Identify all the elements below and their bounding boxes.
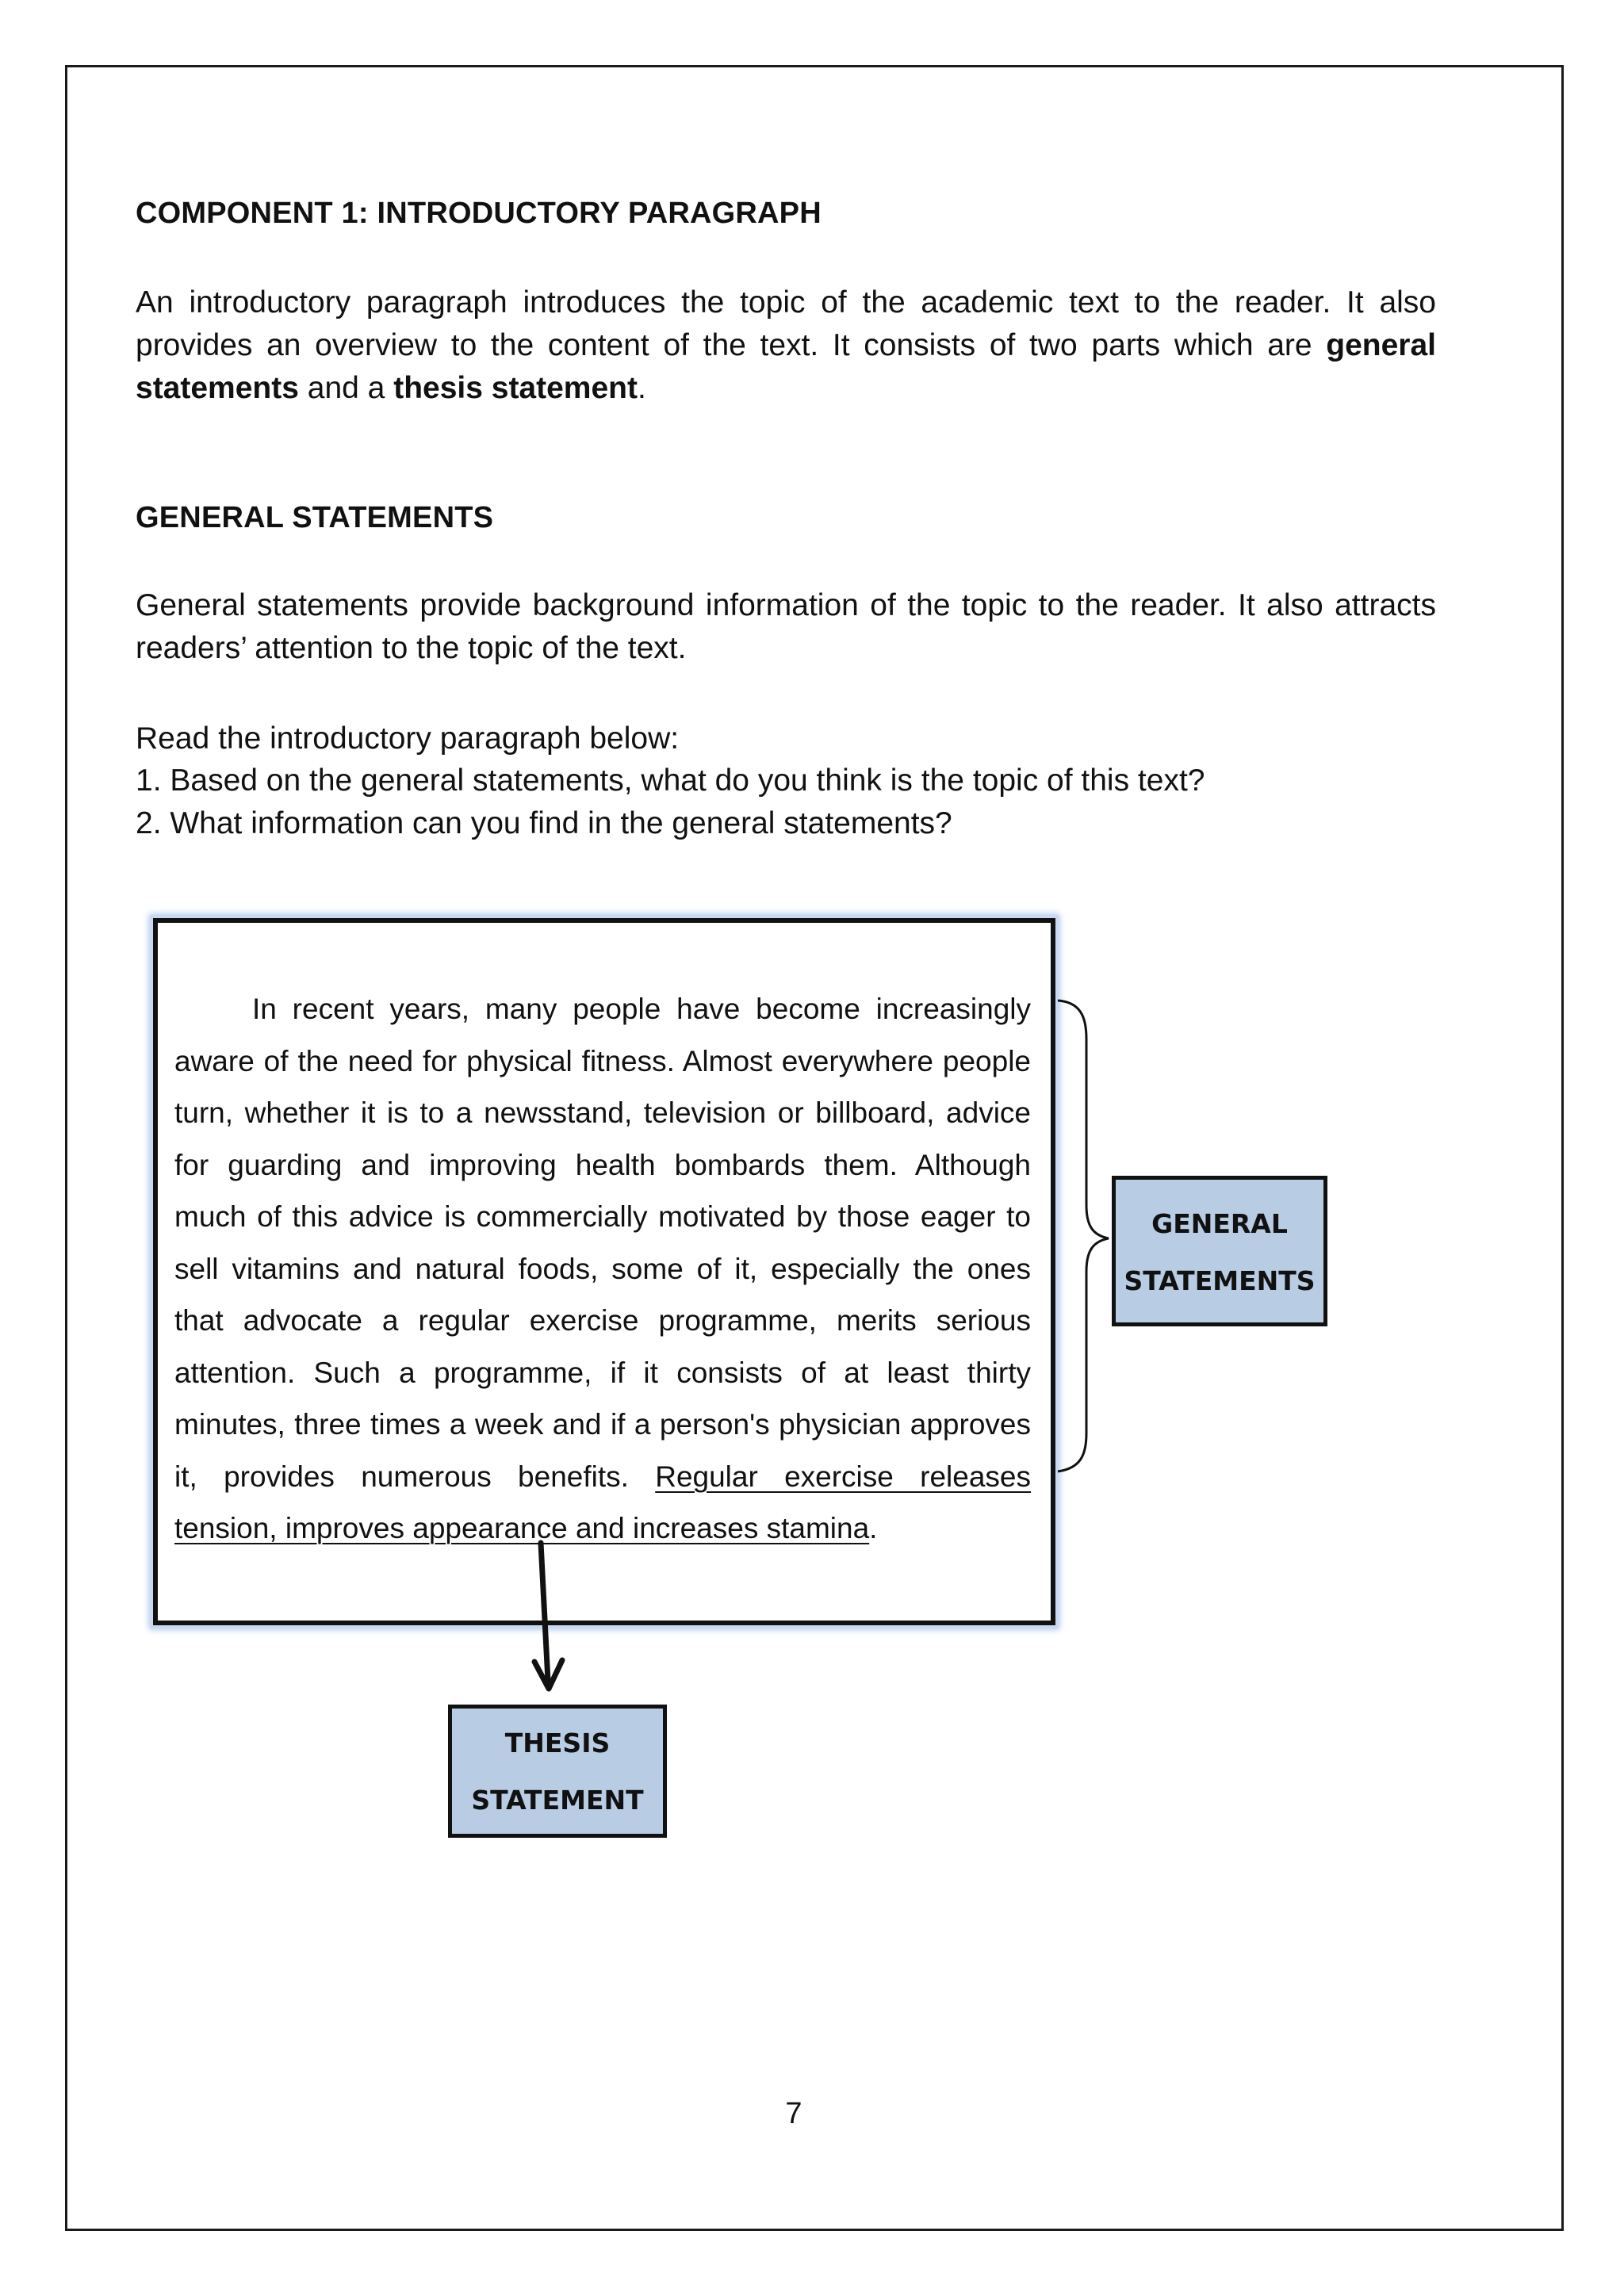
instructions-lead: Read the introductory paragraph below: <box>136 721 680 756</box>
general-statements-label <box>1112 1176 1327 1326</box>
intro-bold-thesis-statement: thesis statement <box>393 371 638 405</box>
component-heading: COMPONENT 1: INTRODUCTORY PARAGRAPH <box>136 197 822 230</box>
excerpt-general-text: In recent years, many people have become increasingly aware of the need for physical fitness. Almost everywhere people turn, whether it is to a newsstand, television or billboard, advice for guarding and improving health bombards them. Although much of this advice is commercially motivated by those eager to sell vitamins and natural foods, some of it, especially the ones that advocate a regular exercise programme, merits serious attention. Such a programme, if it consists of at least thirty minutes, three times a week and if a person's physician approves it, provides numerous benefits. <box>174 993 1031 1493</box>
intro-text-part2: and a <box>298 371 394 405</box>
question-2: 2. What information can you find in the general statements? <box>136 806 952 840</box>
thesis-label-line2: STATEMENT <box>471 1785 644 1816</box>
general-label-line2: STATEMENTS <box>1124 1265 1316 1296</box>
intro-text-part1: An introductory paragraph introduces the topic of the academic text to the reader. It also provides an overview to the content of the text. It consists of two parts which are <box>136 285 1436 362</box>
thesis-statement-label <box>448 1705 667 1838</box>
intro-bold-general-statements: general statements <box>136 328 1436 405</box>
general-statements-heading: GENERAL STATEMENTS <box>136 501 494 534</box>
question-1: 1. Based on the general statements, what do you think is the topic of this text? <box>136 763 1205 798</box>
excerpt-thesis-period: . <box>869 1512 878 1544</box>
excerpt-thesis-text: Regular exercise releases tension, improves appearance and increases stamina <box>174 1460 1032 1544</box>
general-label-line1: GENERAL <box>1151 1208 1288 1239</box>
thesis-label-line1: THESIS <box>504 1728 611 1758</box>
thesis-arrow-shaft <box>541 1543 548 1681</box>
general-statements-paragraph: General statements provide background information of the topic to the reader. It also attracts readers’ attention to the topic of the text. <box>136 588 1436 665</box>
intro-text-part3: . <box>637 371 646 405</box>
general-statements-brace <box>1058 1001 1109 1471</box>
page-number: 7 <box>785 2097 802 2130</box>
